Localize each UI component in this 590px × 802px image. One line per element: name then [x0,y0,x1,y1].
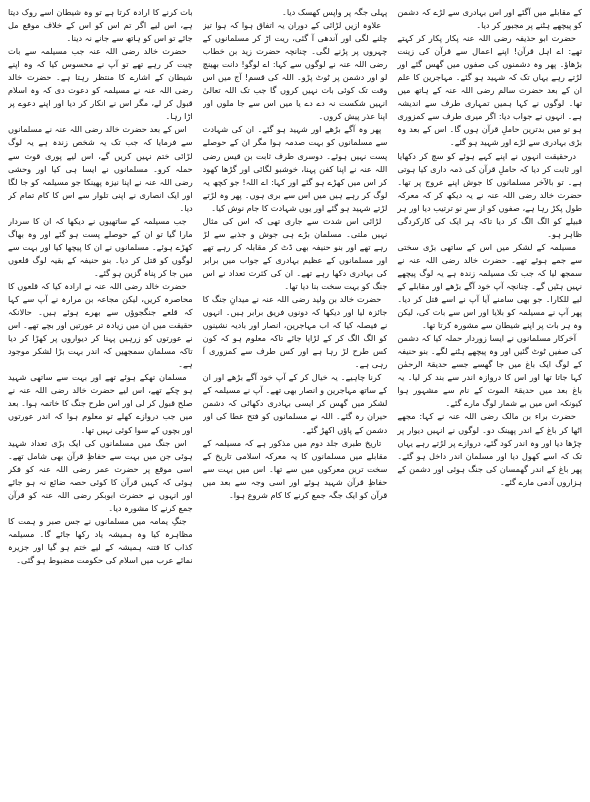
paragraph: حضرت خالد رضی اللہ عنہ نے ارادہ کیا کہ قلعوں کا محاصرہ کریں، لیکن مجاعہ بن مرارہ نے آپ سے کہا کہ قلعے جنگجوؤں سے بھرے ہوئے ہیں۔ حالانکہ حقیقت میں ان میں زیادہ تر عورتیں اور بچے تھے۔ اس نے عورتوں کو زرہیں پہنا کر دیواروں پر کھڑا کر دیا تاکہ مسلمان سمجھیں کہ اندر بہت بڑا لشکر موجود ہے۔ [7,280,193,370]
text-column-middle [203,6,388,796]
paragraph: جنگِ یمامہ میں مسلمانوں نے جس صبر و ہمت کا مظاہرہ کیا وہ ہمیشہ یاد رکھا جائے گا۔ مسیلمہ کذاب کا فتنہ ہمیشہ کے لیے ختم ہو گیا اور جزیرہ نمائے عرب میں اسلام کی حکومت مضبوط ہو گئی۔ [7,515,193,565]
paragraph: حضرت ابو حذیفہ رضی اللہ عنہ پکار پکار کر کہتے تھے: اے اہل قرآن! اپنے اعمال سے قرآن کی زینت بڑھاؤ۔ پھر وہ دشمنوں کی صفوں میں گھس گئے اور لڑتے رہے یہاں تک کہ شہید ہو گئے۔ مہاجرین کا علم ان کے بعد حضرت سالم رضی اللہ عنہ کے ہاتھ میں تھا۔ لوگوں نے کہا ہمیں تمہاری طرف سے اندیشہ ہے۔ انہوں نے جواب دیا: اگر میری طرف سے کمزوری ہو تو میں بدترین حاملِ قرآن ہوں گا۔ اس کے بعد وہ بڑی بہادری سے لڑے اور شہید ہو گئے۔ [397,33,582,148]
paragraph: حضرت خالد بن ولید رضی اللہ عنہ نے میدانِ جنگ کا جائزہ لیا اور دیکھا کہ دونوں فریق برابر ہیں۔ انہوں نے فیصلہ کیا کہ اب مہاجرین، انصار اور بادیہ نشینوں کو الگ الگ کر کے لڑایا جائے تاکہ معلوم ہو کہ کون کس طرح لڑ رہا ہے اور کس طرف سے کمزوری آ رہی ہے۔ [202,294,388,370]
text-column-right [397,6,582,796]
paragraph: اس کے بعد حضرت خالد رضی اللہ عنہ نے مسلمانوں سے فرمایا کہ جب تک یہ شخص زندہ ہے یہ لوگ لڑائی ختم نہیں کریں گے، اس لیے پوری قوت سے حملہ کرو۔ مسلمانوں نے ایسا ہی کیا اور وحشی رضی اللہ عنہ نے اپنا نیزہ پھینکا جو مسیلمہ کو جا لگا اور ایک انصاری نے اپنی تلوار سے اس کا کام تمام کر دیا۔ [7,124,193,213]
paragraph: پھر وہ آگے بڑھے اور شہید ہو گئے۔ ان کی شہادت سے مسلمانوں کو بہت صدمہ ہوا مگر ان کے حوصلے پست نہیں ہوئے۔ دوسری طرف ثابت بن قیس رضی اللہ عنہ نے اپنا کفن پہنا، خوشبو لگائی اور گڑھا کھود کر اس میں کھڑے ہو گئے اور کہا: اے اللہ! جو کچھ یہ لوگ کر رہے ہیں میں اس سے بری ہوں۔ پھر وہ لڑتے لڑتے شہید ہو گئے اور یوں شہادت کا جام نوش کیا۔ [202,124,388,213]
paragraph: تاریخ طبری جلد دوم میں مذکور ہے کہ مسیلمہ کے مقابلے میں مسلمانوں کا یہ معرکہ اسلامی تاریخ کے سخت ترین معرکوں میں سے تھا۔ اس میں بہت سے حفاظِ قرآن شہید ہوئے اور اسی وجہ سے بعد میں قرآن کو ایک جگہ جمع کرنے کا کام شروع ہوا۔ [202,437,388,500]
text-column-left [8,6,193,796]
paragraph: بات کرنے کا ارادہ کرتا ہے تو وہ شیطان اسے روک دیتا ہے، اس لیے اگر تم اس کو اس کے خلاف موقع مل جائے تو اس کو ہاتھ سے جانے نہ دینا۔ [7,7,193,44]
paragraph: حضرت براء بن مالک رضی اللہ عنہ نے کہا: مجھے اٹھا کر باغ کے اندر پھینک دو۔ لوگوں نے انہیں دیوار پر چڑھا دیا اور وہ اندر کود گئے، دروازے پر لڑتے رہے یہاں تک کہ اسے کھول دیا اور مسلمان اندر داخل ہو گئے۔ پھر باغ کے اندر گھمسان کی جنگ ہوئی اور دشمن کے ہزاروں آدمی مارے گئے۔ [397,411,582,487]
paragraph: مسیلمہ کے لشکر میں اس کے ساتھی بڑی سختی سے جمے ہوئے تھے۔ حضرت خالد رضی اللہ عنہ نے سمجھ لیا کہ جب تک مسیلمہ زندہ ہے یہ لوگ پیچھے نہیں ہٹیں گے۔ چنانچہ آپ خود آگے بڑھے اور مقابلے کے لیے للکارا۔ جو بھی سامنے آیا آپ نے اسے قتل کر دیا۔ پھر آپ نے مسیلمہ کو بلایا اور اس سے بات کی، لیکن وہ ہر بات پر اپنے شیطان سے مشورہ کرتا تھا۔ [397,241,582,331]
paragraph: جب مسیلمہ کے ساتھیوں نے دیکھا کہ ان کا سردار مارا گیا تو ان کے حوصلے پست ہو گئے اور وہ بھاگ کھڑے ہوئے۔ مسلمانوں نے ان کا پیچھا کیا اور بہت سے لوگوں کو قتل کر دیا۔ بنو حنیفہ کے بقیہ لوگ قلعوں میں جا کر پناہ گزین ہو گئے۔ [7,215,193,278]
paragraph: آخرکار مسلمانوں نے ایسا زوردار حملہ کیا کہ دشمن کی صفیں ٹوٹ گئیں اور وہ پیچھے ہٹنے لگے۔ بنو حنیفہ کے لوگ ایک باغ میں جا گھسے جسے حدیقۃ الرحمٰن کہا جاتا تھا اور اس کا دروازہ اندر سے بند کر لیا۔ یہ باغ بعد میں حدیقۃ الموت کے نام سے مشہور ہوا کیونکہ اس میں بے شمار لوگ مارے گئے۔ [397,333,582,409]
paragraph: حضرت خالد رضی اللہ عنہ جب مسیلمہ سے بات چیت کر رہے تھے تو آپ نے محسوس کیا کہ وہ اپنے شیطان کے اشارے کا منتظر رہتا ہے۔ حضرت خالد رضی اللہ عنہ نے مسیلمہ کو دعوت دی کہ وہ اسلام قبول کر لے، مگر اس نے انکار کر دیا اور اپنے دعوے پر اڑا رہا۔ [7,46,193,122]
paragraph: درحقیقت انہوں نے اپنے کہے ہوئے کو سچ کر دکھایا اور ثابت کر دیا کہ حاملِ قرآن کی ذمہ داری کیا ہوتی ہے۔ تو بالآخر مسلمانوں کا جوش اپنے عروج پر تھا۔ حضرت خالد رضی اللہ عنہ نے یہ دیکھ کر کہ معرکہ طول پکڑ رہا ہے، صفوں کو از سرِ نو ترتیب دیا اور ہر قبیلے کو الگ الگ کر دیا تاکہ ہر ایک کی کارکردگی ظاہر ہو۔ [397,150,582,239]
paragraph: پہلی جگہ پر واپس کھسک دیا۔ [282,7,388,17]
paragraph: مسلمان تھکے ہوئے تھے اور بہت سے ساتھی شہید ہو چکے تھے، اس لیے حضرت خالد رضی اللہ عنہ نے صلح قبول کر لی اور اس طرح جنگ کا خاتمہ ہوا۔ بعد میں جب دروازے کھلے تو معلوم ہوا کہ اندر عورتوں اور بچوں کے سوا کوئی نہیں تھا۔ [7,372,193,435]
paragraph: اس جنگ میں مسلمانوں کی ایک بڑی تعداد شہید ہوئی جن میں بہت سے حفاظِ قرآن بھی شامل تھے۔ اسی موقع پر حضرت عمر رضی اللہ عنہ کو فکر ہوئی کہ کہیں قرآن کا کوئی حصہ ضائع نہ ہو جائے اور انہوں نے حضرت ابوبکر رضی اللہ عنہ کو قرآن جمع کرنے کا مشورہ دیا۔ [7,437,193,513]
paragraph: علاوہ ازیں لڑائی کے دوران یہ اتفاق ہوا کہ ہوا تیز چلنے لگی اور آندھی آ گئی، ریت اڑ کر مسلمانوں کے چہروں پر پڑنے لگی۔ چنانچہ حضرت زید بن خطاب رضی اللہ عنہ نے لوگوں سے کہا: اے لوگو! دانت بھینچ لو اور دشمن پر ٹوٹ پڑو۔ اللہ کی قسم! آج میں اس وقت تک کوئی بات نہیں کروں گا جب تک اللہ تعالیٰ انہیں شکست نہ دے دے یا میں اس سے جا ملوں اور اپنا عذر پیش کروں۔ [202,20,388,122]
paragraph: کے مقابلے میں آگئے اور اس بہادری سے لڑے کہ دشمن کو پیچھے ہٹنے پر مجبور کر دیا۔ [397,7,582,31]
paragraph: کرنا چاہیے۔ یہ خیال کر کے آپ خود آگے بڑھے اور ان کے ساتھ مہاجرین و انصار بھی تھے۔ آپ نے مسیلمہ کے لشکر میں گھس کر ایسی بہادری دکھائی کہ دشمن حیران رہ گئے۔ اللہ نے مسلمانوں کو فتح عطا کی اور دشمن کے پاؤں اکھڑ گئے۔ [202,372,388,435]
paragraph: لڑائی اس شدت سے جاری تھی کہ اس کی مثال نہیں ملتی۔ مسلمان بڑے ہی جوش و جذبے سے لڑ رہے تھے اور بنو حنیفہ بھی ڈٹ کر مقابلہ کر رہے تھے اور مسلمانوں کے عظیم بہادری کے جواب میں برابر کی بہادری دکھا رہے تھے۔ ان کی کثرت تعداد نے اس جنگ کو بہت سخت بنا دیا تھا۔ [202,215,388,291]
